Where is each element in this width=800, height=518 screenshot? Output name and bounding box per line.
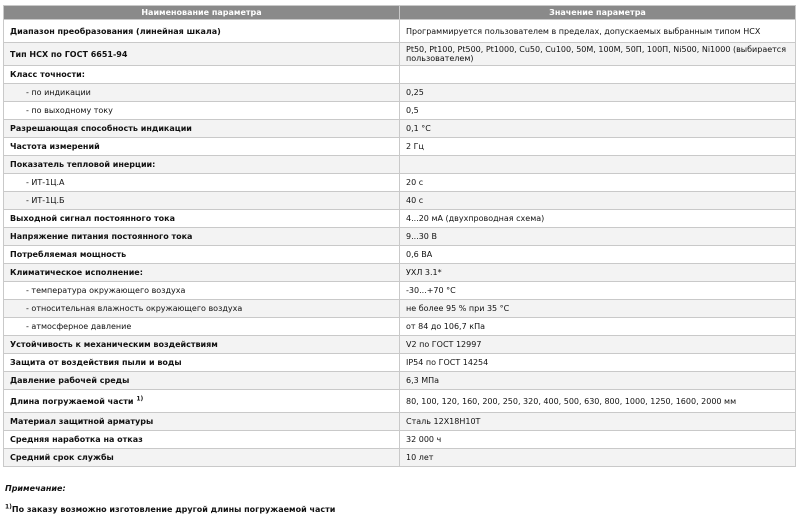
param-name: - ИТ-1Ц.А [4, 174, 400, 192]
footnote-ref: 1) [136, 394, 144, 402]
table-row [4, 264, 796, 282]
header-parameter-name: Наименование параметра [4, 6, 400, 20]
footnote-mark: 1) [5, 503, 12, 511]
param-name: Тип НСХ по ГОСТ 6651-94 [4, 43, 400, 66]
param-name: - атмосферное давление [4, 318, 400, 336]
header-parameter-value: Значение параметра [400, 6, 796, 20]
param-value: не более 95 % при 35 °С [400, 300, 796, 318]
note-label: Примечание: [5, 484, 66, 493]
param-name: Длина погружаемой части [10, 396, 134, 406]
param-value: 2 Гц [400, 138, 796, 156]
table-row [4, 449, 796, 467]
param-value: 4...20 мА (двухпроводная схема) [400, 210, 796, 228]
param-name: Защита от воздействия пыли и воды [4, 354, 400, 372]
footnote [5, 505, 335, 514]
param-value: Pt50, Pt100, Pt500, Pt1000, Cu50, Cu100, 50М, 100М, 50П, 100П, Ni500, Ni1000 (выбирается пользователем) [400, 43, 796, 66]
footnote-text: По заказу возможно изготовление другой длины погружаемой части [11, 505, 336, 514]
parameters-table [3, 5, 796, 467]
param-name: Показатель тепловой инерции: [4, 156, 400, 174]
param-name: Диапазон преобразования (линейная шкала) [4, 20, 400, 43]
table-row [4, 300, 796, 318]
param-name: Выходной сигнал постоянного тока [4, 210, 400, 228]
param-name: Давление рабочей среды [4, 372, 400, 390]
param-value: УХЛ 3.1* [400, 264, 796, 282]
param-name: Материал защитной арматуры [4, 413, 400, 431]
param-name-with-footnote [4, 390, 400, 413]
param-value: 40 с [400, 192, 796, 210]
param-name: - по выходному току [4, 102, 400, 120]
param-value: 32 000 ч [400, 431, 796, 449]
param-name: - ИТ-1Ц.Б [4, 192, 400, 210]
table-row [4, 318, 796, 336]
param-value: 0,25 [400, 84, 796, 102]
table-row [4, 120, 796, 138]
param-name: Класс точности: [4, 66, 400, 84]
table-row [4, 372, 796, 390]
table-row [4, 192, 796, 210]
table-row [4, 390, 796, 413]
param-name: - по индикации [4, 84, 400, 102]
table-row [4, 431, 796, 449]
table-row [4, 84, 796, 102]
param-value: 0,1 °С [400, 120, 796, 138]
param-name: Средняя наработка на отказ [4, 431, 400, 449]
param-value: 20 с [400, 174, 796, 192]
table-row [4, 246, 796, 264]
param-value: 0,5 [400, 102, 796, 120]
table-row [4, 156, 796, 174]
param-value [400, 156, 796, 174]
param-value: 9...30 В [400, 228, 796, 246]
table-row [4, 282, 796, 300]
table-row [4, 210, 796, 228]
param-name: Средний срок службы [4, 449, 400, 467]
param-value [400, 66, 796, 84]
param-name: Климатическое исполнение: [4, 264, 400, 282]
table-row [4, 138, 796, 156]
param-name: - температура окружающего воздуха [4, 282, 400, 300]
param-name: Разрешающая способность индикации [4, 120, 400, 138]
param-value: 10 лет [400, 449, 796, 467]
param-value: 0,6 ВА [400, 246, 796, 264]
table-row [4, 20, 796, 43]
param-name: - относительная влажность окружающего воздуха [4, 300, 400, 318]
table-row [4, 413, 796, 431]
param-name: Потребляемая мощность [4, 246, 400, 264]
param-value: от 84 до 106,7 кПа [400, 318, 796, 336]
table-row [4, 228, 796, 246]
table-row [4, 43, 796, 66]
param-value: Программируется пользователем в пределах, допускаемых выбранным типом НСХ [400, 20, 796, 43]
param-value: 6,3 МПа [400, 372, 796, 390]
param-name: Устойчивость к механическим воздействиям [4, 336, 400, 354]
table-row [4, 66, 796, 84]
table-row [4, 336, 796, 354]
param-name: Напряжение питания постоянного тока [4, 228, 400, 246]
param-value: 80, 100, 120, 160, 200, 250, 320, 400, 500, 630, 800, 1000, 1250, 1600, 2000 мм [400, 390, 796, 413]
param-value: -30...+70 °С [400, 282, 796, 300]
param-value: Сталь 12Х18Н10Т [400, 413, 796, 431]
param-value: IP54 по ГОСТ 14254 [400, 354, 796, 372]
table-row [4, 354, 796, 372]
table-row [4, 174, 796, 192]
table-row [4, 102, 796, 120]
param-value: V2 по ГОСТ 12997 [400, 336, 796, 354]
param-name: Частота измерений [4, 138, 400, 156]
